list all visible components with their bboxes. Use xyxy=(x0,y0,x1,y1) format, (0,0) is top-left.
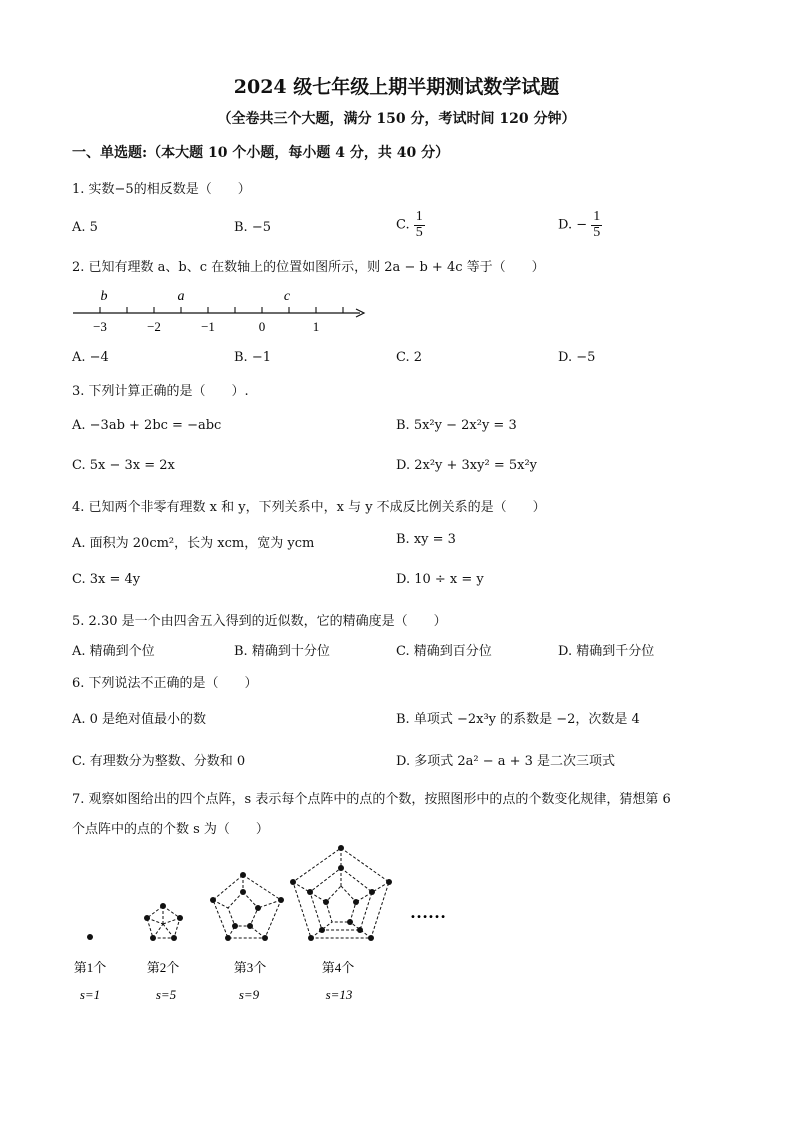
q2-option-b: B. −1 xyxy=(234,350,271,365)
q1-option-a: A. 5 xyxy=(72,220,98,235)
q1-option-c-label: C. xyxy=(396,217,410,233)
tick-label: −2 xyxy=(147,319,161,334)
q1-option-c-fraction xyxy=(414,210,425,240)
fraction-denominator: 5 xyxy=(415,224,423,240)
q4-option-b: B. xy = 3 xyxy=(396,532,456,547)
point-label-a: a xyxy=(177,289,185,304)
q2-option-d: D. −5 xyxy=(558,350,596,365)
tick-label: −1 xyxy=(201,319,215,334)
question-2-stem: 2. 已知有理数 a、b、c 在数轴上的位置如图所示，则 2a − b + 4c 等于（ ） xyxy=(72,260,545,275)
figure-label-2: 第2个 xyxy=(146,960,180,975)
q1-option-b: B. −5 xyxy=(234,220,271,235)
question-3-stem: 3. 下列计算正确的是（ ）. xyxy=(72,384,249,399)
q6-option-d: D. 多项式 2a² − a + 3 是二次三项式 xyxy=(396,754,616,769)
question-7-stem-line2: 个点阵中的点的个数 s 为（ ） xyxy=(72,822,269,837)
page-title: 2024 级七年级上期半期测试数学试题 xyxy=(233,76,560,98)
q1-option-d-fraction xyxy=(591,210,602,240)
q5-option-d: D. 精确到千分位 xyxy=(558,644,655,659)
q1-option-c xyxy=(396,210,425,240)
tick-label: −3 xyxy=(93,319,107,334)
question-6-stem: 6. 下列说法不正确的是（ ） xyxy=(72,676,258,691)
number-line xyxy=(70,284,370,336)
question-5-stem: 5. 2.30 是一个由四舍五入得到的近似数，它的精确度是（ ） xyxy=(72,614,447,629)
point-label-c: c xyxy=(283,289,291,304)
q6-option-a: A. 0 是绝对值最小的数 xyxy=(72,712,207,727)
q3-option-a: A. −3ab + 2bc = −abc xyxy=(72,418,222,433)
figure-label-3: 第3个 xyxy=(233,960,267,975)
figure-label-1: 第1个 xyxy=(73,960,107,975)
count-label-3: s=9 xyxy=(238,987,260,1002)
dot xyxy=(87,934,93,940)
point-label-b: b xyxy=(100,289,108,304)
q4-option-d: D. 10 ÷ x = y xyxy=(396,572,484,587)
section-heading: 一、单选题:（本大题 10 个小题，每小题 4 分，共 40 分） xyxy=(72,145,450,161)
q6-option-c: C. 有理数分为整数、分数和 0 xyxy=(72,754,246,769)
q3-option-d: D. 2x²y + 3xy² = 5x²y xyxy=(396,458,538,473)
q2-option-a: A. −4 xyxy=(72,350,109,365)
q1-option-d xyxy=(558,210,602,240)
q5-option-c: C. 精确到百分位 xyxy=(396,644,492,659)
q5-option-a: A. 精确到个位 xyxy=(72,644,155,659)
q5-option-b: B. 精确到十分位 xyxy=(234,644,330,659)
page-subtitle: （全卷共三个大题，满分 150 分，考试时间 120 分钟） xyxy=(217,111,576,127)
q2-option-c: C. 2 xyxy=(396,350,423,365)
q3-option-c: C. 5x − 3x = 2x xyxy=(72,458,175,473)
fraction-numerator: 1 xyxy=(415,209,423,224)
q6-option-b: B. 单项式 −2x³y 的系数是 −2，次数是 4 xyxy=(396,712,640,727)
q4-option-c: C. 3x = 4y xyxy=(72,572,141,587)
count-label-4: s=13 xyxy=(325,987,353,1002)
count-label-1: s=1 xyxy=(79,987,101,1002)
tick-label: 1 xyxy=(312,319,320,334)
ellipsis: …… xyxy=(410,902,446,922)
question-4-stem: 4. 已知两个非零有理数 x 和 y，下列关系中，x 与 y 不成反比例关系的是（ ） xyxy=(72,500,546,515)
q1-option-d-label: D. − xyxy=(558,217,588,233)
dot-array-figure xyxy=(60,840,480,1010)
fraction-denominator: 5 xyxy=(593,224,601,240)
fraction-numerator: 1 xyxy=(593,209,601,224)
count-label-2: s=5 xyxy=(155,987,177,1002)
q4-option-a: A. 面积为 20cm²，长为 xcm，宽为 ycm xyxy=(72,536,315,551)
tick-label: 0 xyxy=(258,319,266,334)
figure-label-4: 第4个 xyxy=(321,960,355,975)
q3-option-b: B. 5x²y − 2x²y = 3 xyxy=(396,418,517,433)
question-7-stem-line1: 7. 观察如图给出的四个点阵，s 表示每个点阵中的点的个数，按照图形中的点的个数变化规律，猜想第 6 xyxy=(72,792,671,807)
question-1-stem: 1. 实数−5的相反数是（ ） xyxy=(72,182,251,197)
